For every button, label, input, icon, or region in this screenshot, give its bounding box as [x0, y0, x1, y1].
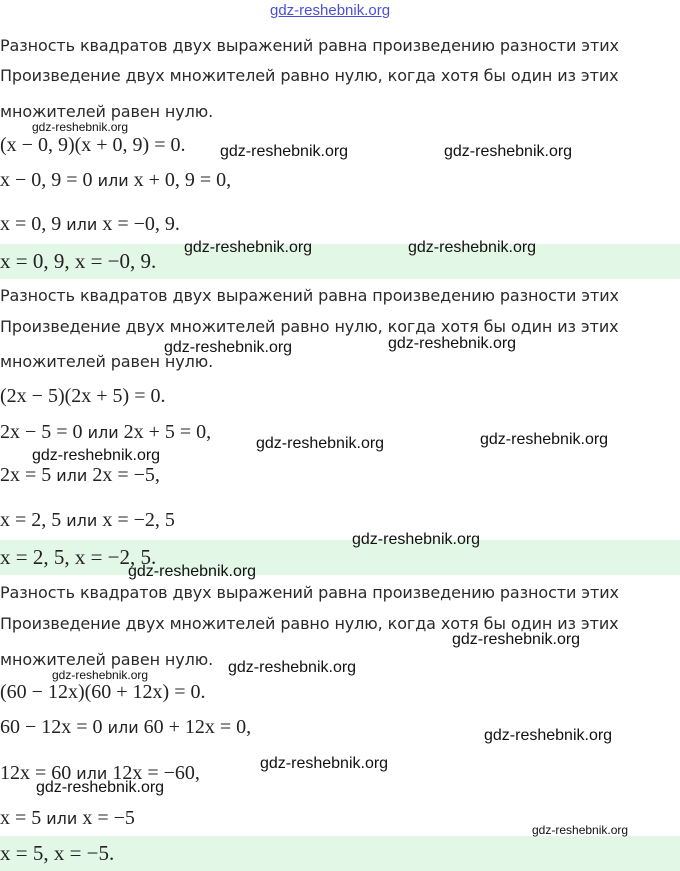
equation-right: 2x = −5,	[92, 464, 160, 486]
watermark: gdz-reshebnik.org	[388, 335, 517, 352]
rule-product-text-continued: множителей равен нулю.	[0, 650, 214, 669]
site-header-link[interactable]: gdz-reshebnik.org	[270, 2, 391, 19]
equation-left: 2x − 5 = 0	[0, 421, 83, 443]
equation-left: 12x = 60	[0, 762, 72, 784]
equation-split	[0, 169, 231, 192]
rule-difference-text: Разность квадратов двух выражений равна произведению разности этих	[0, 36, 619, 55]
watermark: gdz-reshebnik.org	[480, 431, 609, 448]
watermark: gdz-reshebnik.org	[228, 659, 357, 676]
equation-factored: (60 − 12x)(60 + 12x) = 0.	[0, 681, 206, 703]
watermark: gdz-reshebnik.org	[32, 120, 129, 134]
watermark: gdz-reshebnik.org	[220, 143, 349, 160]
equation-right: 12x = −60,	[112, 762, 200, 784]
answer-text: x = 5, x = −5.	[0, 841, 115, 865]
watermark: gdz-reshebnik.org	[260, 755, 389, 772]
equation-right: x + 0, 9 = 0,	[133, 169, 232, 191]
answer-text: x = 0, 9, x = −0, 9.	[0, 249, 157, 273]
equation-split	[0, 421, 211, 444]
rule-product-text: Произведение двух множителей равно нулю, когда хотя бы один из этих	[0, 66, 619, 85]
watermark: gdz-reshebnik.org	[452, 631, 581, 648]
conjunction-or: или	[66, 511, 98, 530]
watermark: gdz-reshebnik.org	[484, 727, 613, 744]
equation-right: 2x + 5 = 0,	[123, 421, 212, 443]
equation-right: x = −5	[82, 807, 135, 829]
equation-split	[0, 716, 251, 739]
watermark: gdz-reshebnik.org	[32, 447, 161, 464]
equation-left: x − 0, 9 = 0	[0, 169, 93, 191]
answer-text: x = 2, 5, x = −2, 5.	[0, 545, 157, 569]
equation-factored: (x − 0, 9)(x + 0, 9) = 0.	[0, 134, 186, 156]
equation-left: 2x = 5	[0, 464, 52, 486]
rule-product-text-continued: множителей равен нулю.	[0, 352, 214, 371]
equation-solution	[0, 509, 175, 532]
answer-box	[0, 836, 680, 871]
rule-product-text-continued: множителей равен нулю.	[0, 102, 214, 121]
watermark: gdz-reshebnik.org	[532, 823, 629, 837]
watermark: gdz-reshebnik.org	[408, 239, 537, 256]
equation-left: x = 0, 9	[0, 213, 62, 235]
equation-factored: (2x − 5)(2x + 5) = 0.	[0, 385, 166, 407]
conjunction-or: или	[97, 171, 129, 190]
conjunction-or: или	[76, 764, 108, 783]
answer-box	[0, 244, 680, 279]
watermark: gdz-reshebnik.org	[184, 239, 313, 256]
conjunction-or: или	[66, 215, 98, 234]
rule-difference-text: Разность квадратов двух выражений равна произведению разности этих	[0, 286, 619, 305]
equation-right: x = −0, 9.	[102, 213, 180, 235]
equation-right: x = −2, 5	[102, 509, 175, 531]
watermark: gdz-reshebnik.org	[36, 779, 165, 796]
watermark: gdz-reshebnik.org	[128, 563, 257, 580]
answer-box	[0, 540, 680, 575]
conjunction-or: или	[107, 718, 139, 737]
conjunction-or: или	[56, 466, 88, 485]
equation-step	[0, 464, 160, 487]
equation-left: 60 − 12x = 0	[0, 716, 103, 738]
equation-right: 60 + 12x = 0,	[143, 716, 252, 738]
watermark: gdz-reshebnik.org	[256, 435, 385, 452]
rule-product-text: Произведение двух множителей равно нулю, когда хотя бы один из этих	[0, 614, 619, 633]
watermark: gdz-reshebnik.org	[444, 143, 573, 160]
equation-left: x = 2, 5	[0, 509, 62, 531]
equation-left: x = 5	[0, 807, 42, 829]
watermark: gdz-reshebnik.org	[352, 531, 481, 548]
equation-solution	[0, 213, 180, 236]
conjunction-or: или	[46, 809, 78, 828]
watermark: gdz-reshebnik.org	[52, 668, 149, 682]
rule-product-text: Произведение двух множителей равно нулю, когда хотя бы один из этих	[0, 317, 619, 336]
watermark: gdz-reshebnik.org	[164, 339, 293, 356]
rule-difference-text: Разность квадратов двух выражений равна произведению разности этих	[0, 583, 619, 602]
conjunction-or: или	[87, 423, 119, 442]
equation-solution	[0, 807, 135, 830]
